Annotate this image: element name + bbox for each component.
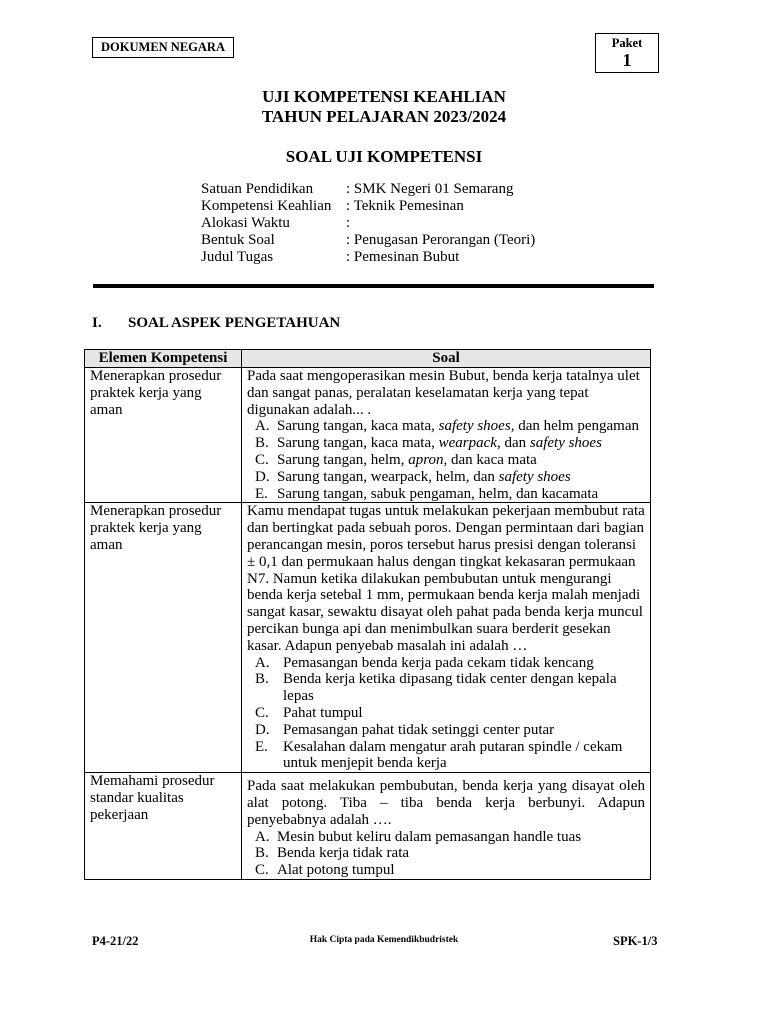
section-number: I. [92,315,102,331]
option-text: Pemasangan pahat tidak setinggi center putar [283,721,555,738]
option-label: B. [255,845,269,862]
option-label: B. [255,671,269,688]
option-text: Pemasangan benda kerja pada cekam tidak kencang [283,654,594,671]
option-item [247,722,645,739]
document-classification-badge: DOKUMEN NEGARA [92,37,234,58]
option-text: Sarung tangan, helm, apron, dan kaca mata [277,451,537,468]
option-item [247,739,645,773]
option-text: Sarung tangan, kaca mata, wearpack, dan safety shoes [277,435,602,452]
footer-copyright: Hak Cipta pada Kemendikbudristek [309,935,459,945]
option-item [247,655,645,672]
info-value: : Penugasan Perorangan (Teori) [346,232,536,248]
paket-label: Paket [611,36,643,50]
info-row [201,198,535,215]
option-text: Alat potong tumpul [277,862,395,879]
question-cell [242,503,651,773]
info-value: : SMK Negeri 01 Semarang [346,181,514,197]
option-item [247,486,645,503]
option-list [247,418,645,502]
option-list [247,655,645,773]
option-item [247,671,645,705]
footer-page: SPK-1/3 [613,934,658,948]
option-text: Benda kerja tidak rata [277,845,410,862]
option-text: Sarung tangan, kaca mata, safety shoes, dan helm pengaman [277,418,639,435]
question-text: Kamu mendapat tugas untuk melakukan pekerjaan membubut rata dan bertingkat pada sebuah poros. Dengan permintaan dari bagian perancangan mesin, poros tersebut harus presisi dengan toleransi ± 0,1 dan permukaan halus dengan tingkat kekasaran permukaan N7. Namun ketika dilakukan pembubutan untuk mengurangi benda kerja setebal 1 mm, permukaan benda kerja malah menjadi sangat kasar, sewaktu disayat oleh pahat pada benda kerja muncul percikan bunga api dan menimbulkan suara berderit gesekan kasar. Adapun penyebab masalah ini adalah … [247,503,645,654]
competency-element: Menerapkan prosedur praktek kerja yang aman [85,368,242,503]
option-text: Sarung tangan, wearpack, helm, dan safety shoes [277,468,571,485]
competency-element: Memahami prosedur standar kualitas pekerjaan [85,773,242,880]
exam-subtitle: SOAL UJI KOMPETENSI [285,147,483,166]
question-text: Pada saat mengoperasikan mesin Bubut, benda kerja tatalnya ulet dan sangat panas, peralatan keselamatan kerja yang tepat digunakan adalah... . [247,368,640,418]
option-list [247,829,645,879]
option-item [247,705,645,722]
info-row [201,181,535,198]
info-row [201,249,535,266]
info-key: Kompetensi Keahlian [201,198,332,214]
option-item [247,452,645,469]
column-header-element: Elemen Kompetensi [85,350,242,368]
table-row [85,773,651,880]
competency-element: Menerapkan prosedur praktek kerja yang aman [85,503,242,773]
info-key: Alokasi Waktu [201,215,290,231]
question-text: Pada saat melakukan pembubutan, benda kerja yang disayat oleh alat potong. Tiba – tiba benda kerja berbunyi. Adapun penyebabnya adalah …. [247,778,645,828]
question-table [84,349,651,880]
info-key: Bentuk Soal [201,232,275,248]
section-title: SOAL ASPEK PENGETAHUAN [128,315,341,331]
option-label: D. [255,721,270,738]
info-key: Satuan Pendidikan [201,181,314,197]
option-text: Benda kerja ketika dipasang tidak center dengan kepala lepas [283,671,617,705]
option-item [247,435,645,452]
info-row [201,232,535,249]
option-label: E. [255,485,268,502]
option-label: B. [255,435,269,452]
option-label: A. [255,418,270,435]
paket-number: 1 [622,50,632,70]
column-header-question: Soal [242,350,651,368]
info-value: : Pemesinan Bubut [346,249,460,265]
footer-code: P4-21/22 [92,934,139,948]
option-label: D. [255,468,270,485]
option-label: C. [255,704,269,721]
option-text: Kesalahan dalam mengatur arah putaran spindle / cekam untuk menjepit benda kerja [283,738,623,772]
table-row [85,368,651,503]
info-value: : [346,215,351,231]
table-row [85,503,651,773]
question-cell [242,773,651,880]
option-label: E. [255,738,268,755]
exam-title: UJI KOMPETENSI KEAHLIAN [262,87,506,106]
question-cell [242,368,651,503]
school-year-title: TAHUN PELAJARAN 2023/2024 [261,107,507,126]
option-item [247,829,645,846]
option-text: Mesin bubut keliru dalam pemasangan handle tuas [277,828,582,845]
exam-info-block [201,181,535,266]
option-label: C. [255,451,269,468]
option-label: A. [255,654,270,671]
option-item [247,469,645,486]
info-row [201,215,535,232]
option-item [247,845,645,862]
option-label: C. [255,862,269,879]
info-key: Judul Tugas [201,249,274,265]
option-label: A. [255,828,270,845]
info-value: : Teknik Pemesinan [346,198,464,214]
paket-box [595,33,659,73]
horizontal-divider [93,284,654,288]
option-text: Pahat tumpul [283,704,363,721]
option-text: Sarung tangan, sabuk pengaman, helm, dan kacamata [277,485,599,502]
option-item [247,418,645,435]
option-item [247,862,645,879]
table-header-row [85,350,651,368]
